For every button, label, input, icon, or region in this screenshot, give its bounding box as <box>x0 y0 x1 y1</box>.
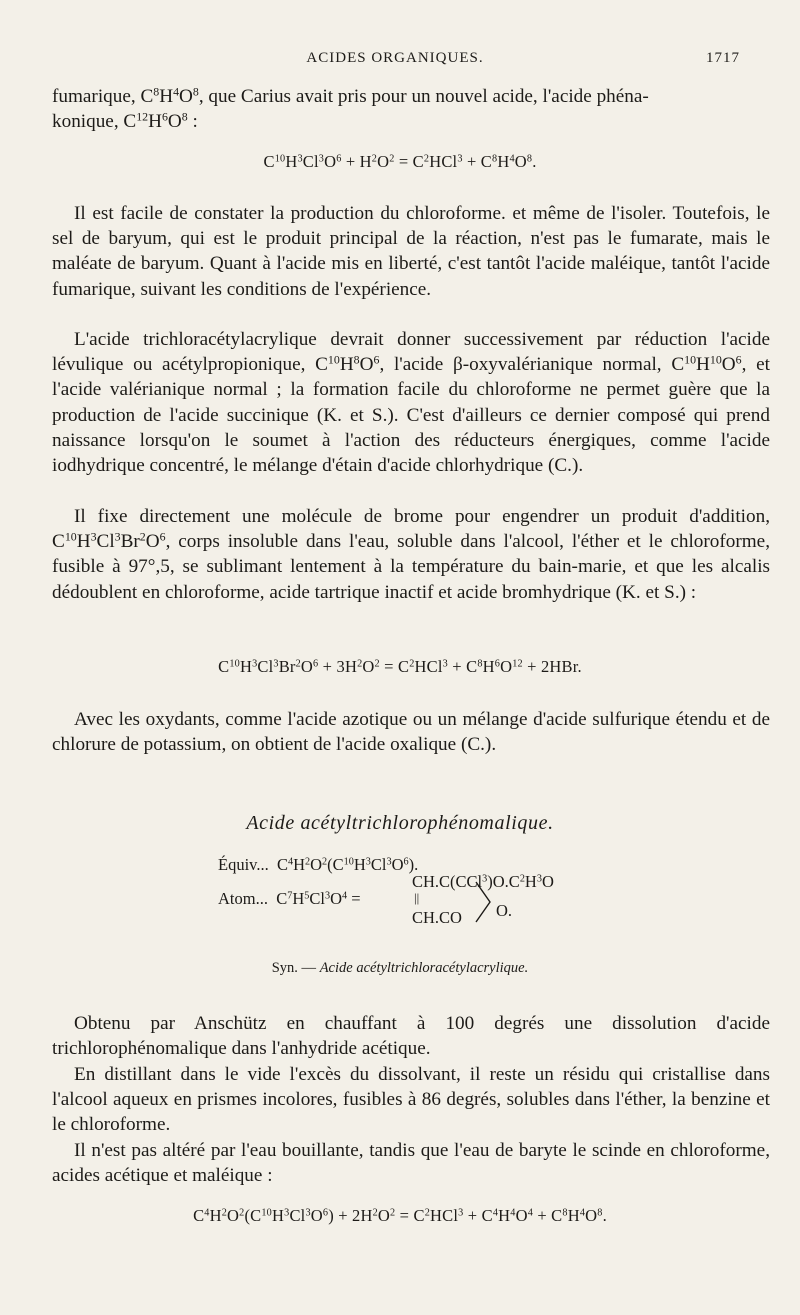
equiv-label: Équiv... <box>218 855 269 874</box>
intro-line-2: konique, $C^{12}H^6O^8$ : <box>52 109 198 133</box>
equiv-formula: Équiv... $C^4H^2O^2(C^{10}H^3Cl^3O^6)$. <box>218 855 419 874</box>
equation-1: $C^{10}H^3Cl^3O^6 + H^2O^2 = C^2HCl^3 + C^8H^4O^8$. <box>263 152 537 171</box>
ring-bracket <box>474 880 494 924</box>
ring-oxygen: O. <box>496 901 513 920</box>
intro-line-1: fumarique, $C^8H^4O^8$, que Carius avait pris pour un nouvel acide, l'acide phéna- <box>52 84 649 107</box>
paragraph-reduction: L'acide trichloracétylacrylique devrait donner successivement par réduction l'acide lévulique ou acétylpropionique, $C^{10}H^8O^6$, l'acide β-oxyvalérianique normal, $C^{10}H^{10}O^6$, et l'acide valérianique normal ; la formation facile du chloroforme ne permet guère que la production de l'acide succinique (K. et S.). C'est d'ailleurs ce dernier composé qui prend naissance lorsqu'on le soumet à l'action des réducteurs énergiques, comme l'acide iodhydrique concentré, le mélange d'étain d'acide chlorhydrique (C.). <box>52 329 770 477</box>
paragraph-distillation: En distillant dans le vide l'excès du dissolvant, il reste un résidu qui cristallise dans l'alcool aqueux en prismes incolores, fusibles à 86 degrés, solubles dans l'éther, la benzine et le chloroforme. <box>52 1064 770 1136</box>
atom-formula: Atom... $C^7H^5Cl^3O^4$ = <box>218 889 361 908</box>
intro-lines <box>52 84 770 134</box>
atom-label: Atom... <box>218 889 268 908</box>
equation-3: $C^4H^2O^2(C^{10}H^3Cl^3O^6) + 2H^2O^2 = C^2HCl^3 + C^4H^4O^4 + C^8H^4O^8$. <box>193 1206 607 1225</box>
paragraph-oxidants: Avec les oxydants, comme l'acide azotique ou un mélange d'acide sulfurique étendu et de chlorure de potassium, on obtient de l'acide oxalique (C.). <box>52 709 770 756</box>
section-heading: Acide acétyltrichlorophénomalique. <box>246 812 554 834</box>
paragraph-anschutz: Obtenu par Anschütz en chauffant à 100 degrés une dissolution d'acide trichlorophénomalique dans l'anhydride acétique. <box>52 1013 770 1060</box>
equation-2: $C^{10}H^3Cl^3Br^2O^6 + 3H^2O^2 = C^2HCl^3 + C^8H^6O^{12} + 2HBr$. <box>218 657 582 676</box>
atom-formula-top-line: $CH.C(CCl^3)O.C^2H^3O$ <box>412 872 554 891</box>
paragraph-bromine: Il fixe directement une molécule de brome pour engendrer un produit d'addition, $C^{10}H^3Cl^3Br^2O^6$, corps insoluble dans l'eau, soluble dans l'alcool, l'éther et le chloroforme, fusible à 97°,5, se sublimant lentement à la température du bain-marie, et que les alcalis dédoublent en chloroforme, acide tartrique inactif et acide bromhydrique (K. et S.) : <box>52 506 770 603</box>
atom-formula-bottom-line: CH.CO <box>412 908 462 927</box>
paragraph-baryte: Il n'est pas altéré par l'eau bouillante, tandis que l'eau de baryte le scinde en chloroforme, acides acétique et maléique : <box>52 1140 770 1187</box>
double-bond: || <box>414 890 420 905</box>
header-title: ACIDES ORGANIQUES. <box>306 50 484 66</box>
page-number: 1717 <box>706 50 740 66</box>
paragraph-chloroform: Il est facile de constater la production du chloroforme. et même de l'isoler. Toutefois, le sel de baryum, qui est le produit principal de la réaction, n'est pas le fumarate, mais le maléate de baryum. Quant à l'acide mis en liberté, c'est tantôt l'acide maléique, tantôt l'acide fumarique, suivant les conditions de l'expérience. <box>52 203 770 300</box>
running-header <box>50 50 740 74</box>
synonym-line: Syn. — Acide acétyltrichloracétylacrylique. <box>271 960 529 976</box>
